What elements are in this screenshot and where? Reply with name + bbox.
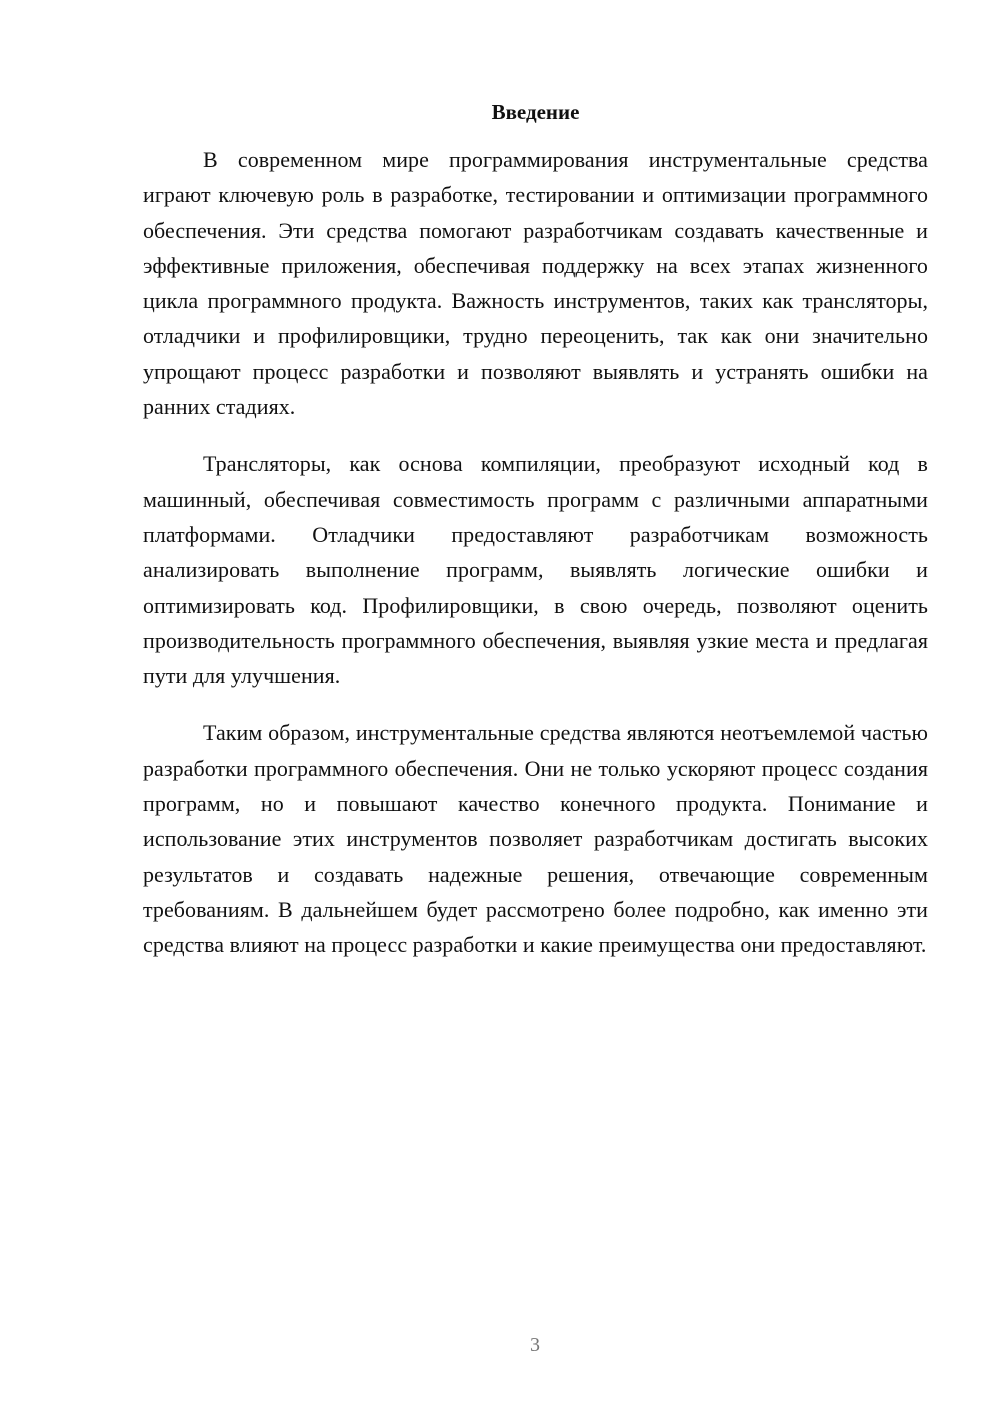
section-body xyxy=(143,142,928,963)
paragraph-conclusion: Таким образом, инструментальные средства являются неотъемлемой частью разработки программного обеспечения. Они не только ускоряют процесс создания программ, но и повышают качество конечного продукта. Понимание и использование этих инструментов позволяет разработчикам достигать высоких результатов и создавать надежные решения, отвечающие современным требованиям. В дальнейшем будет рассмотрено более подробно, как именно эти средства влияют на процесс разработки и какие преимущества они предоставляют. xyxy=(143,720,928,958)
section-title: Введение xyxy=(491,100,580,124)
paragraph-translators: Трансляторы, как основа компиляции, преобразуют исходный код в машинный, обеспечивая совместимость программ с различными аппаратными платформами. Отладчики предоставляют разработчикам возможность анализировать выполнение программ, выявлять логические ошибки и оптимизировать код. Профилировщики, в свою очередь, позволяют оценить производительность программного обеспечения, выявляя узкие места и предлагая пути для улучшения. xyxy=(143,451,928,689)
paragraph-intro: В современном мире программирования инструментальные средства играют ключевую роль в разработке, тестировании и оптимизации программного обеспечения. Эти средства помогают разработчикам создавать качественные и эффективные приложения, обеспечивая поддержку на всех этапах жизненного цикла программного продукта. Важность инструментов, таких как трансляторы, отладчики и профилировщики, трудно переоценить, так как они значительно упрощают процесс разработки и позволяют выявлять и устранять ошибки на ранних стадиях. xyxy=(143,147,928,420)
page-number: 3 xyxy=(530,1334,540,1356)
